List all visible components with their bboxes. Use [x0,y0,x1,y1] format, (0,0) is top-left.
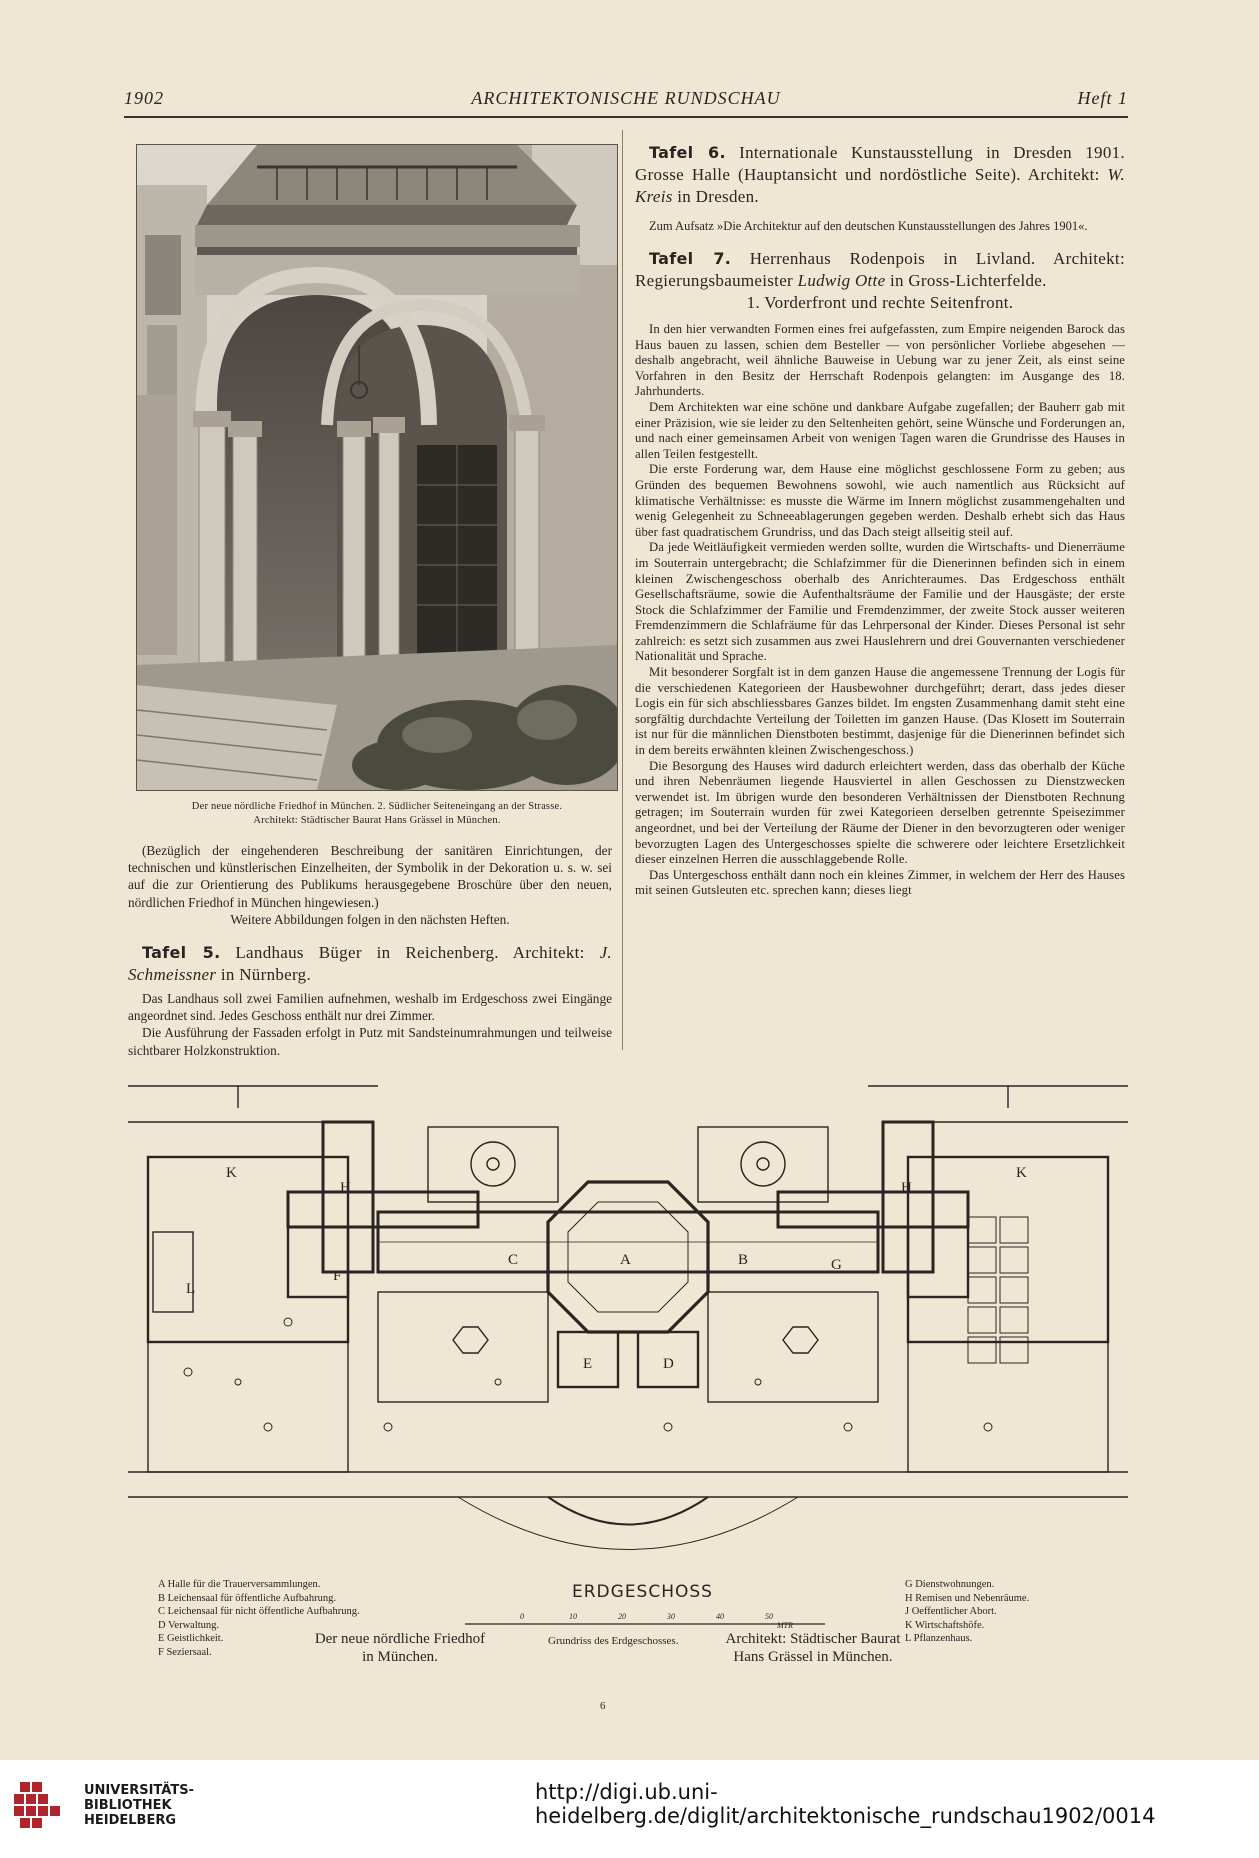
scale-label: 10 [569,1612,577,1621]
legend-item: G Dienstwohnungen. [905,1579,995,1590]
plan-label-a: A [620,1252,631,1268]
column-divider [622,130,623,1050]
library-line2: BIBLIOTHEK [84,1798,172,1813]
legend-item: F Seziersaal. [158,1646,212,1658]
right-para-3: Die erste Forderung war, dem Hause eine möglichst geschlossene Form zu geben; aus Gründen des bequemen Bewohnens sowohl, wie auch namentlich aus Rücksicht auf klimatische Verhältnisse: es musste die Wärme im Innern möglichst zusammengehalten und wenig Gelegenheit zu Schneeablagerungen gegeben werden. Deshalb erhebt sich das Haus über fast quadratischem Grundriss, und das Dach steigt allseitig steil auf. [635,462,1125,539]
plan-caption-center: Grundriss des Erdgeschosses. [548,1635,679,1647]
page-number: 6 [600,1700,606,1712]
tafel5-architect: J. Schmeissner [128,943,612,985]
right-para-7: Das Untergeschoss enthält dann noch ein kleines Zimmer, in welchem der Herr des Hauses mit seinen Gutsleuten etc. sprechen kann; dieses liegt [635,867,1125,898]
left-column [128,842,612,1059]
tafel7-architect: Ludwig Otte [797,271,886,290]
tafel6-note: Zum Aufsatz »Die Architektur auf den deutschen Kunstausstellungen des Jahres 1901«. [649,219,1088,233]
plan-title: ERDGESCHOSS [572,1582,713,1602]
plan-label-e: E [583,1356,593,1372]
tafel5-label: Tafel 5. [142,943,221,963]
legend-item: J Oeffentlicher Abort. [905,1606,997,1618]
legend-item: A Halle für die Trauerversammlungen. [158,1579,321,1590]
header-year: 1902 [124,88,164,108]
plan-label-l: L [186,1281,196,1297]
scale-label: 0 [520,1612,524,1621]
header-rule [124,116,1128,118]
tafel6-place: in Dresden. [677,187,759,206]
legend-item: D Verwaltung. [158,1619,220,1631]
tafel7-title: Herrenhaus Rodenpois in Livland. Architekt: Regierungsbaumeister [635,249,1125,290]
tafel5-title: Landhaus Büger in Reichenberg. Architekt: [235,943,585,963]
tafel5-text-2: Die Ausführung der Fassaden erfolgt in Putz mit Sandsteinumrahmungen und teilweise sichtbarer Holzkonstruktion. [128,1025,612,1058]
tafel7-label: Tafel 7. [649,249,732,268]
scale-label: 20 [618,1612,626,1621]
legend-item: C Leichensaal für nicht öffentliche Aufbahrung. [158,1606,360,1618]
scale-unit: MTR [777,1621,793,1630]
header-title: ARCHITEKTONISCHE RUNDSCHAU [471,88,781,108]
scale-label: 50 [765,1612,773,1621]
header-issue: Heft 1 [1077,88,1128,108]
plan-label-g: G [831,1257,842,1273]
ground-floor-plan [128,1082,1128,1592]
tafel6-title: Internationale Kunstausstellung in Dresden 1901. Grosse Halle (Hauptansicht und nordöstliche Seite). Architekt: [635,143,1125,184]
left-para-1: (Bezüglich der eingehenderen Beschreibung der sanitären Einrichtungen, der technischen und künstlerischen Einzelheiten, der Symbolik in der Dekoration u. s. w. sei auf die zur Orientierung des Publikums herausgegebene Broschüre über den neuen, nördlichen Friedhof in München hingewiesen.) [128,843,612,910]
tafel7-heading [635,248,1125,292]
plan-label-f: F [333,1268,342,1284]
photo-caption-line1: Der neue nördliche Friedhof in München. 2. Südlicher Seiteneingang an der Strasse. [191,801,563,812]
tafel6-label: Tafel 6. [649,143,726,162]
legend-item: L Pflanzenhaus. [905,1633,973,1645]
plan-label-h-left: H [340,1180,351,1196]
right-column [635,142,1125,899]
running-header [124,88,1128,114]
tafel5-place: in Nürnberg. [220,965,312,985]
source-url-link[interactable]: http://digi.ub.uni-heidelberg.de/diglit/architektonische_rundschau1902/0014 [535,1780,1156,1828]
university-library-name [84,1783,194,1828]
tafel5-text-1: Das Landhaus soll zwei Familien aufnehmen, weshalb im Erdgeschoss zwei Eingänge angeordnet sind. Jedes Geschoss enthält nur drei Zimmer. [128,991,612,1024]
plan-caption-right-line1: Architekt: Städtischer Baurat [725,1631,901,1647]
tafel6-architect: W. Kreis [635,165,1125,206]
university-library-logo-icon [14,1780,74,1830]
right-para-5: Mit besonderer Sorgfalt ist in dem ganzen Hause die angemessene Trennung der Logis für die verschiedenen Kategorieen der Hausbewohner durchgeführt; derart, dass jedes dieser Logis ein für sich abschliessbares Ganzes bildet. Im engsten Zusammenhang damit steht eine sorgfältig durchdachte Verteilung der Toiletten im ganzen Hause. (Das Klosett im Souterrain ist nur für die männlichen Dienstboten bestimmt, dasjenige für die Dienerinnen befindet sich in dem bereits erwähnten kleinen Zwischengeschoss.) [635,665,1125,758]
library-line3: HEIDELBERG [84,1813,177,1828]
plan-label-k-left: K [226,1165,237,1181]
plan-label-b: B [738,1252,749,1268]
photo-caption-line2: Architekt: Städtischer Baurat Hans Grässel in München. [253,815,501,826]
tafel7-place: in Gross-Lichterfelde. [889,271,1047,290]
right-para-6: Die Besorgung des Hauses wird dadurch erleichtert werden, dass das oberhalb der Küche und ihren Nebenräumen liegende Hausviertel in allen Geschossen zu Dienstzwecken verwendet ist. Im übrigen wurde den besonderen Verhältnissen der Dienstboten Rechnung getragen; im Souterrain wurden für zwei Kategorieen derselben getrennte Speisezimmer angeordnet, und bei der Verteilung der Räume der Diener in den bevorzugteren oder weniger bevorzugten Lagen des Untergeschosses spielte die schwerere oder leichtere Ersetzlichkeit dieser einzelnen Herren die ausschlaggebende Rolle. [635,758,1125,867]
photo-caption [132,800,622,828]
plan-label-h-right: H [901,1180,912,1196]
legend-item: B Leichensaal für öffentliche Aufbahrung. [158,1592,336,1604]
right-para-1: In den hier verwandten Formen eines frei aufgefassten, zum Empire neigenden Barock das Haus bauen zu lassen, schien dem Besteller — von persönlicher Vorliebe abgesehen — deshalb angebracht, weil ähnliche Bauweise in Uebung war zu jener Zeit, als einst seine Vorfahren in den Besitz der Herrschaft Rodenpois gelangten: im Ausgange des 18. Jahrhunderts. [635,322,1125,399]
right-para-4: Da jede Weitläufigkeit vermieden werden sollte, wurden die Wirtschafts- und Dienerräume im Souterrain untergebracht; die Schlafzimmer für die Dienerinnen befinden sich in einem kleinen Zwischengeschoss oberhalb des Anrichteraumes. Das Erdgeschoss enthält Gesellschaftsräume, sowie die Aufenthaltsräume der Familie und der Hausgäste; der erste Stock die Schlafzimmer der Familie und Fremdenzimmer, der zweite Stock ausser weiteren Fremdenzimmern die Schlafräume für das Lehrpersonal der Kinder. Dieses Personal ist sehr zahlreich: es setzt sich zusammen aus zwei Hauslehrern und drei Gouvernanten verschiedener Nationalität und Sprache. [635,540,1125,664]
legend-item: E Geistlichkeit. [158,1633,224,1645]
plan-caption-left-line1: Der neue nördliche Friedhof [314,1631,486,1647]
portico-photograph [136,144,618,791]
left-para-2: Weitere Abbildungen folgen in den nächsten Heften. [230,911,510,927]
library-line1: UNIVERSITÄTS- [84,1783,194,1798]
plan-label-c: C [508,1252,519,1268]
plan-caption-right [718,1630,908,1666]
plan-caption-right-line2: Hans Grässel in München. [733,1649,893,1665]
tafel6-heading [635,142,1125,208]
legend-item: K Wirtschaftshöfe. [905,1619,985,1631]
scale-label: 30 [667,1612,675,1621]
plan-caption-left [300,1630,500,1666]
plan-label-d: D [663,1356,674,1372]
legend-item: H Remisen und Nebenräume. [905,1592,1030,1604]
scale-label: 40 [716,1612,724,1621]
plan-caption-left-line2: in München. [362,1649,438,1665]
plan-label-k-right: K [1016,1165,1027,1181]
tafel5-heading [128,942,612,986]
tafel7-subtitle: 1. Vorderfront und rechte Seitenfront. [746,293,1014,312]
right-para-2: Dem Architekten war eine schöne und dankbare Aufgabe zugefallen; der Bauherr gab mit einer Präzision, wie sie leider zu den Seltenheiten gehört, seine Wünsche und Forderungen an, und nach einer gemeinsamen Arbeit von wenigen Tagen waren die Grundrisse des Hauses in allen Teilen festgestellt. [635,399,1125,461]
